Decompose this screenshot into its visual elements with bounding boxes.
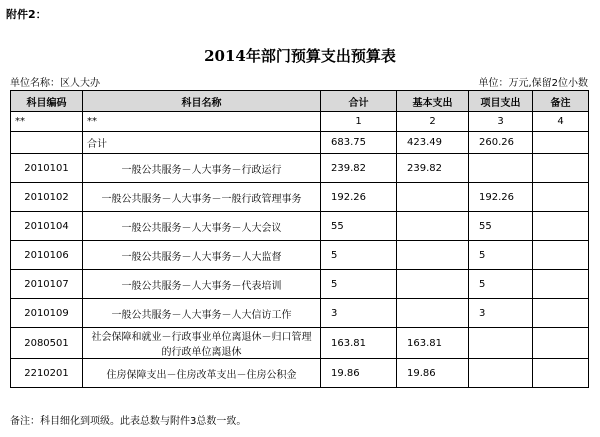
index-code: ** xyxy=(11,112,83,132)
cell-total: 3 xyxy=(321,299,397,328)
table-row xyxy=(11,270,589,299)
cell-project: 5 xyxy=(469,241,533,270)
index-row xyxy=(11,112,589,132)
cell-code: 2010109 xyxy=(11,299,83,328)
cell-name: 社会保障和就业－行政事业单位离退休－归口管理的行政单位离退休 xyxy=(83,328,321,359)
cell-name: 一般公共服务－人大事务－人大信访工作 xyxy=(83,299,321,328)
cell-code: 2080501 xyxy=(11,328,83,359)
cell-total: 55 xyxy=(321,212,397,241)
cell-project xyxy=(469,359,533,388)
cell-basic xyxy=(397,241,469,270)
cell-name: 住房保障支出－住房改革支出－住房公积金 xyxy=(83,359,321,388)
total-name: 合计 xyxy=(83,132,321,154)
table-row xyxy=(11,328,589,359)
header-row xyxy=(11,91,589,112)
attachment-label: 附件2： xyxy=(6,8,47,21)
cell-basic: 163.81 xyxy=(397,328,469,359)
cell-project xyxy=(469,154,533,183)
unit-of-measure: 单位：万元,保留2位小数 xyxy=(478,78,588,89)
cell-remark xyxy=(533,328,589,359)
cell-project xyxy=(469,328,533,359)
cell-total: 239.82 xyxy=(321,154,397,183)
cell-total: 5 xyxy=(321,241,397,270)
cell-name: 一般公共服务－人大事务－代表培训 xyxy=(83,270,321,299)
cell-basic: 19.86 xyxy=(397,359,469,388)
cell-total: 5 xyxy=(321,270,397,299)
index-remark: 4 xyxy=(533,112,589,132)
index-total: 1 xyxy=(321,112,397,132)
cell-project: 55 xyxy=(469,212,533,241)
cell-basic xyxy=(397,212,469,241)
index-project: 3 xyxy=(469,112,533,132)
page-title: 2014年部门预算支出预算表 xyxy=(204,47,396,65)
cell-total: 163.81 xyxy=(321,328,397,359)
cell-name: 一般公共服务－人大事务－人大监督 xyxy=(83,241,321,270)
cell-remark xyxy=(533,270,589,299)
table-row xyxy=(11,183,589,212)
cell-code: 2010102 xyxy=(11,183,83,212)
total-basic: 423.49 xyxy=(397,132,469,154)
table-row xyxy=(11,241,589,270)
cell-remark xyxy=(533,212,589,241)
header-total: 合计 xyxy=(321,91,397,112)
cell-remark xyxy=(533,183,589,212)
cell-remark xyxy=(533,154,589,183)
table-row xyxy=(11,212,589,241)
header-project: 项目支出 xyxy=(469,91,533,112)
cell-remark xyxy=(533,359,589,388)
cell-remark xyxy=(533,241,589,270)
cell-total: 19.86 xyxy=(321,359,397,388)
cell-basic: 239.82 xyxy=(397,154,469,183)
cell-basic xyxy=(397,270,469,299)
cell-basic xyxy=(397,183,469,212)
cell-project: 192.26 xyxy=(469,183,533,212)
cell-remark xyxy=(533,299,589,328)
cell-name: 一般公共服务－人大事务－人大会议 xyxy=(83,212,321,241)
cell-total: 192.26 xyxy=(321,183,397,212)
header-code: 科目编码 xyxy=(11,91,83,112)
cell-code: 2210201 xyxy=(11,359,83,388)
cell-code: 2010101 xyxy=(11,154,83,183)
index-name: ** xyxy=(83,112,321,132)
cell-name: 一般公共服务－人大事务－行政运行 xyxy=(83,154,321,183)
table-row xyxy=(11,299,589,328)
header-name: 科目名称 xyxy=(83,91,321,112)
unit-name: 单位名称：区人大办 xyxy=(10,78,100,89)
cell-name: 一般公共服务－人大事务－一般行政管理事务 xyxy=(83,183,321,212)
cell-code: 2010106 xyxy=(11,241,83,270)
cell-code: 2010104 xyxy=(11,212,83,241)
table-row xyxy=(11,359,589,388)
budget-table xyxy=(10,90,589,388)
cell-basic xyxy=(397,299,469,328)
total-row xyxy=(11,132,589,154)
footnote: 备注：科目细化到项级。此表总数与附件3总数一致。 xyxy=(10,416,247,427)
total-project: 260.26 xyxy=(469,132,533,154)
cell-code: 2010107 xyxy=(11,270,83,299)
total-total: 683.75 xyxy=(321,132,397,154)
header-remark: 备注 xyxy=(533,91,589,112)
cell-project: 5 xyxy=(469,270,533,299)
total-remark xyxy=(533,132,589,154)
index-basic: 2 xyxy=(397,112,469,132)
cell-project: 3 xyxy=(469,299,533,328)
header-basic: 基本支出 xyxy=(397,91,469,112)
total-code xyxy=(11,132,83,154)
table-row xyxy=(11,154,589,183)
